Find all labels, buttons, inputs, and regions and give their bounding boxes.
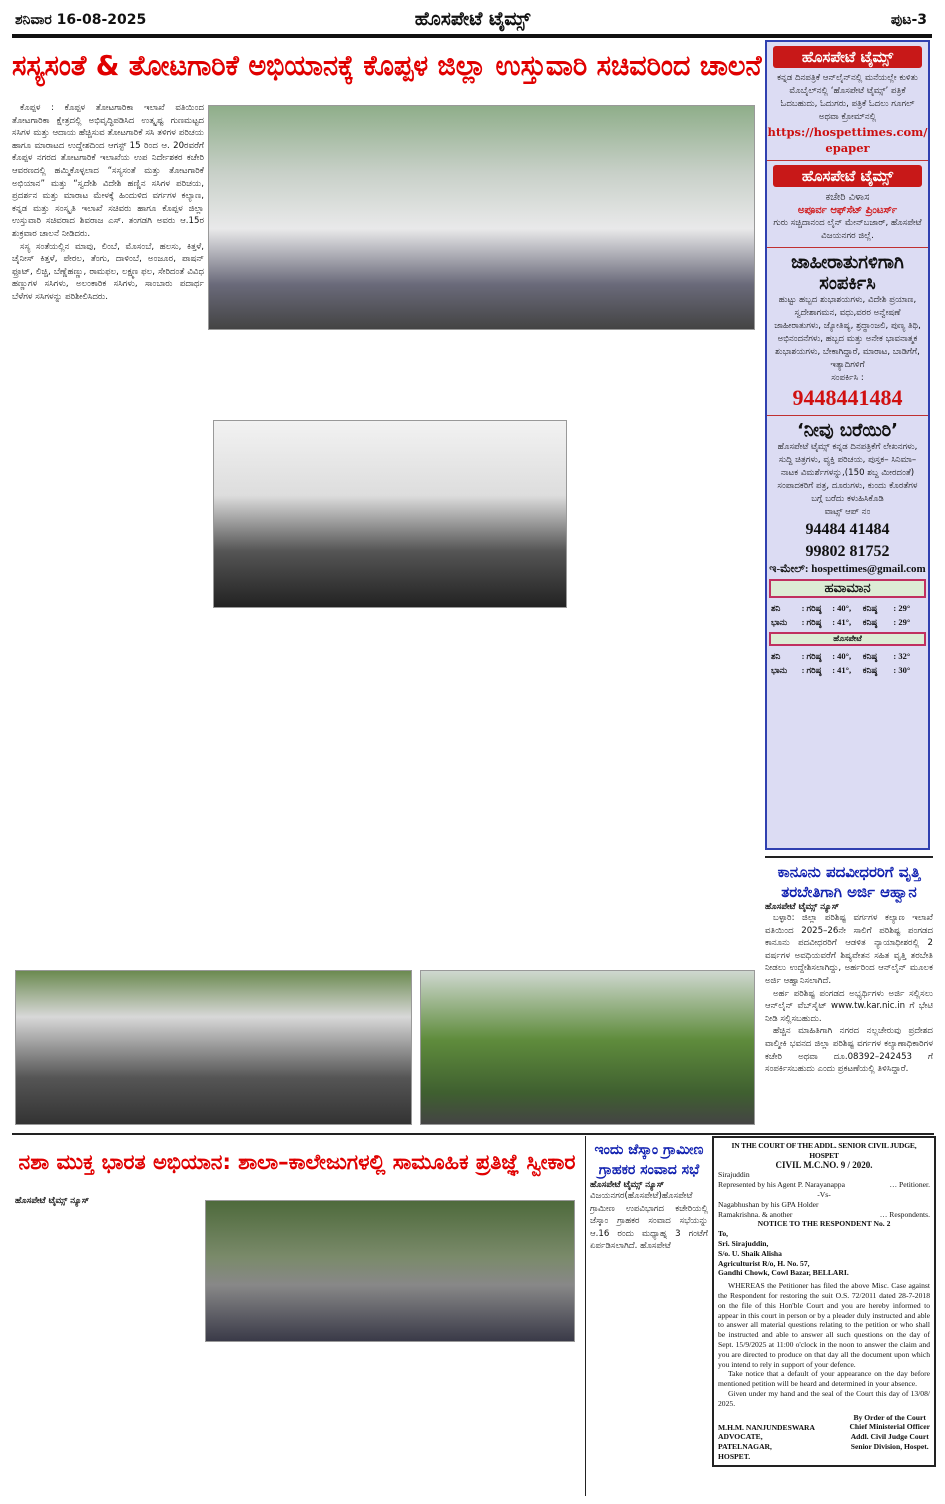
- versus: -Vs-: [817, 1189, 831, 1199]
- advocate-block: M.H.M. NANJUNDESWARA ADVOCATE, PATELNAGAR, HOSPET.: [718, 1422, 816, 1461]
- write-title: ‘ನೀವು ಬರೆಯಿರಿ’: [796, 420, 899, 441]
- paragraph: ಸಸ್ಯ ಸಂತೆಯಲ್ಲಿನ ಮಾವು, ಲಿಂಬೆ, ಮೊಸಂಬೆ, ಹಲಸು, ಕಿತ್ತಳೆ, ಚೈನೀಸ್ ಕಿತ್ತಳೆ, ಪೇರಲ, ತೆಂಗು, ದಾಳಿಂಬೆ, ಅಂಜೂರ, ಪಾಷನ್ ಫ್ರೂಟ್, ಲಿಚ್ಚಿ, ಬೆಣ್ಣೆಹಣ್ಣು, ರಾಮಫಲ, ಲಕ್ಷ್ಮಣ ಫಲ, ಸೇರಿದಂತೆ ವಿವಿಧ ಹಣ್ಣುಗಳ ಸಸಿಗಳು, ಅಲಂಕಾರಿಕ ಸಸಿಗಳು, ಸಾಂಬಾರು ಪದಾರ್ಥ ಬೆಳೆಗಳ ಸಸಿಗಳನ್ನು ಪರಿಶೀಲಿಸಿದರು.: [12, 241, 204, 302]
- petitioner-line: Represented by his Agent P. Narayanappa … Petitioner.: [718, 1180, 930, 1190]
- sidebar: [765, 40, 930, 850]
- ads-phone: 9448441484: [792, 385, 903, 410]
- weather-title: ಹವಾಮಾನ: [769, 579, 926, 598]
- ads-title: ಜಾಹೀರಾತುಗಳಿಗಾಗಿ: [791, 252, 904, 273]
- notice-body: WHEREAS the Petitioner has filed the above Misc. Case against the Respondent for restoring the suit O.S. 72/2011 dated 28-7-2018 on the file of this Hon'ble Court and you are hereby informed to appear in this court in person or by a pleader duly instructed and able to answer all material questions relating to the petition or who shall be instructed and able to answer all such questions on the day of Sept. 15/9/2025 at 11:00 o'clock in the noon to answer the claim and you are directed to produce on that day all the document upon which you intend to rely in support of your defence.: [718, 1281, 930, 1369]
- header-rule: [12, 34, 932, 38]
- divider: [765, 856, 933, 858]
- main-article-col-1: [12, 102, 204, 962]
- photo-plants: [420, 970, 755, 1125]
- ads-contact-label: ಸಂಪರ್ಕಿಸಿ :: [831, 373, 864, 383]
- phone-1: 94484 41484: [805, 521, 890, 538]
- weather-row: ಭಾನು : ಗರಿಷ್ಠ : 41°, ಕನಿಷ್ಠ : 30°: [771, 665, 911, 675]
- phone-2: 99802 81752: [805, 543, 890, 560]
- weather-row: ಶನಿ : ಗರಿಷ್ಠ : 40°, ಕನಿಷ್ಠ : 29°: [771, 603, 911, 613]
- paragraph: ಕೊಪ್ಪಳ : ಕೊಪ್ಪಳ ತೋಟಗಾರಿಕಾ ಇಲಾಖೆ ವತಿಯಿಂದ ತೋಟಗಾರಿಕಾ ಕ್ಷೇತ್ರದಲ್ಲಿ ಅಭಿವೃದ್ಧಿಪಡಿಸಿದ ಉತ್ಕೃಷ್ಟ ಗುಣಮಟ್ಟದ ಸಸಿಗಳ ಮತ್ತು ಆದಾಯ ಹೆಚ್ಚಿಸುವ ತೋಟಗಾರಿಕೆ ಸಸಿ ತಳಿಗಳ ಪರಿಚಯ ಹಾಗೂ ಮಾರಾಟದ ಉದ್ದೇಶದಿಂದ ಆಗಸ್ಟ್ 15 ರಿಂದ ಆ. 20ರವರೆಗೆ ಕೊಪ್ಪಳ ನಗರದ ತೋಟಗಾರಿಕೆ ಇಲಾಖೆಯ ಉಪ ನಿರ್ದೇಶಕರ ಕಚೇರಿ ಆವರಣದಲ್ಲಿ ಹಮ್ಮಿಕೊಳ್ಳಲಾದ “ಸಸ್ಯಸಂತೆ ಮತ್ತು ತೋಟಗಾರಿಕೆ ಅಭಿಯಾನ” ಮತ್ತು “ಸ್ವದೇಶಿ ವಿದೇಶಿ ಹಣ್ಣಿನ ಸಸಿಗಳ ಪರಿಚಯ, ಪ್ರದರ್ಶನ ಮತ್ತು ಮಾರಾಟ ಮೇಳಕ್ಕೆ ಹಿಂದುಳಿದ ವರ್ಗಗಳ ಕಲ್ಯಾಣ, ಕನ್ನಡ ಮತ್ತು ಸಂಸ್ಕೃತಿ ಇಲಾಖೆ ಸಚಿವರು ಹಾಗೂ ಕೊಪ್ಪಳ ಜಿಲ್ಲಾ ಉಸ್ತುವಾರಿ ಸಚಿವರಾದ ಶಿವರಾಜ ಎಸ್. ತಂಗಡಗಿ ಅವರು ಆ.15ರ ಶುಕ್ರವಾರ ಚಾಲನೆ ನೀಡಿದರು.: [12, 103, 204, 239]
- photo-exhibition: [213, 420, 567, 608]
- advocate-city: HOSPET.: [718, 1451, 751, 1461]
- divider: [767, 247, 928, 248]
- weather-city: ಹೊಸಪೇಟೆ: [769, 632, 926, 646]
- respondent: Nagabhushan by his GPA Holder: [718, 1199, 819, 1209]
- case-number: CIVIL M.C.NO. 9 / 2020.: [775, 1159, 873, 1170]
- brand-banner-2: ಹೊಸಪೇಟೆ ಟೈಮ್ಸ್: [773, 165, 922, 187]
- court-notice: [712, 1136, 936, 1467]
- brand-banner: ಹೊಸಪೇಟೆ ಟೈಮ್ಸ್: [773, 46, 922, 68]
- nasha-headline: ನಶಾ ಮುಕ್ತ ಭಾರತ ಅಭಿಯಾನ: ಶಾಲಾ–ಕಾಲೇಜುಗಳಲ್ಲಿ ಸಾಮೂಹಿಕ ಪ್ರತಿಜ್ಞೆ ಸ್ವೀಕಾರ: [18, 1150, 576, 1174]
- court-title: IN THE COURT OF THE ADDL. SENIOR CIVIL JUDGE, HOSPET: [731, 1141, 917, 1160]
- write-text: ಹೊಸಪೇಟೆ ಟೈಮ್ಸ್ ಕನ್ನಡ ದಿನಪತ್ರಿಕೆಗೆ ಲೇಖನಗಳು, ಸುದ್ದಿ ಚಿತ್ರಗಳು, ವ್ಯಕ್ತಿ ಪರಿಚಯ, ಪುಸ್ತಕ– ಸಿನಿಮಾ–ನಾಟಕ ವಿಮರ್ಶೆಗಳನ್ನು,(150 ಶಬ್ದ ಮೀರದಂತೆ) ಸಂಪಾದಕರಿಗೆ ಪತ್ರ, ದೂರುಗಳು, ಕುಂದು ಕೊರತೆಗಳ ಬಗ್ಗೆ ಬರೆದು ಕಳುಹಿಸಿಕೊಡಿ: [777, 442, 918, 504]
- photo-ribbon-cutting: [208, 105, 755, 330]
- office-address: ಗುರು ಸಚ್ಚಿದಾನಂದ ಲೈನ್ ಮೇನ್‌ಬಜಾರ್, ಹೊಸಪೇಟೆ ವಿಜಯನಗರ ಜಿಲ್ಲೆ.: [773, 218, 922, 241]
- office-label: ಕಚೇರಿ ವಿಳಾಸ: [825, 192, 870, 203]
- addressee: To, Sri. Sirajuddin, S/o. U. Shaik Alisha Agriculturist R/o, H. No. 57, Gandhi Chowk, Cowl Bazar, BELLARI.: [718, 1229, 849, 1278]
- whatsapp-label: ವಾಟ್ಸ್ ಆಪ್ ನಂ: [824, 507, 871, 517]
- jescom-body: ವಿಜಯನಗರ(ಹೊಸಪೇಟೆ)ಹೊಸಪೇಟೆ ಗ್ರಾಮೀಣ ಉಪವಿಭಾಗದ ಕಚೇರಿಯಲ್ಲಿ ಜೆಸ್ಕಾಂ ಗ್ರಾಹಕರ ಸಂವಾದ ಸಭೆಯನ್ನು ಆ.16 ರಂದು ಮಧ್ಯಾಹ್ನ 3 ಗಂಟೆಗೆ ಏರ್ಪಡಿಸಲಾಗಿದೆ. ಹೊಸಪೇಟೆ: [590, 1191, 708, 1252]
- notice-body: Given under my hand and the seal of the Court this day of 13/08/ 2025.: [718, 1388, 930, 1408]
- weather-row: ಭಾನು : ಗರಿಷ್ಠ : 41°, ಕನಿಷ್ಠ : 29°: [771, 617, 911, 627]
- notice-title: NOTICE TO THE RESPONDENT No. 2: [757, 1219, 891, 1229]
- ads-contact: ಸಂಪರ್ಕಿಸಿ: [819, 273, 876, 294]
- masthead: ಹೊಸಪೇಟೆ ಟೈಮ್ಸ್: [414, 8, 531, 30]
- signatures: [718, 1413, 930, 1462]
- printer-name: ಅಪೂರ್ವ ಆಫ್‌ಸೆಟ್ ಪ್ರಿಂಟರ್ಸ್: [797, 205, 898, 216]
- law-article: [765, 862, 933, 1130]
- epaper-text: ಕನ್ನಡ ದಿನಪತ್ರಿಕೆ ಆನ್‌ಲೈನ್‌ನಲ್ಲಿ ಮನೆಯಲ್ಲೇ ಕುಳಿತು ಮೊಬೈಲ್‌ನಲ್ಲಿ ‘ಹೊಸಪೇಟೆ ಟೈಮ್ಸ್’ ಪತ್ರಿಕೆ ಓದಬಹುದು, ಓದುಗರು, ಪತ್ರಿಕೆ ಓದಲು ಗೂಗಲ್ ಅಥವಾ ಕ್ರೋಮ್‌ನಲ್ಲಿ: [777, 73, 918, 122]
- law-body: ಬಳ್ಳಾರಿ: ಜಿಲ್ಲಾ ಪರಿಶಿಷ್ಟ ವರ್ಗಗಳ ಕಲ್ಯಾಣ ಇಲಾಖೆ ವತಿಯಿಂದ 2025–26ನೇ ಸಾಲಿಗೆ ಪರಿಶಿಷ್ಟ ಪಂಗಡದ ಕಾನೂನು ಪದವೀಧರರಿಗೆ ಆಡಳಿತ ನ್ಯಾಯಾಧೀಶರಲ್ಲಿ 2 ವರ್ಷಗಳ ಅವಧಿಯವರೆಗೆ ಶಿಷ್ಯವೇತನ ಸಹಿತ ವೃತ್ತಿ ತರಬೇತಿ ನೀಡಲು ಉದ್ದೇಶಿಸಲಾಗಿದ್ದು, ಅರ್ಹರಿಂದ ಆನ್‌ಲೈನ್ ಮೂಲಕ ಅರ್ಜಿ ಆಹ್ವಾನಿಸಲಾಗಿದೆ. ಅರ್ಹ ಪರಿಶಿಷ್ಟ ಪಂಗಡದ ಅಭ್ಯರ್ಥಿಗಳು ಅರ್ಜಿ ಸಲ್ಲಿಸಲು ಆನ್‌ಲೈನ್ ವೆಬ್‌ಸೈಟ್ www.tw.kar.nic.in ಗೆ ಭೇಟಿ ನೀಡಿ ಸಲ್ಲಿಸಬಹುದು. ಹೆಚ್ಚಿನ ಮಾಹಿತಿಗಾಗಿ ನಗರದ ನಲ್ಲಚೇರುವು ಪ್ರದೇಶದ ವಾಲ್ಮೀಕಿ ಭವನದ ಜಿಲ್ಲಾ ಪರಿಶಿಷ್ಟ ವರ್ಗಗಳ ಕಲ್ಯಾಣಾಧಿಕಾರಿಗಳ ಕಚೇರಿ ಅಥವಾ ದೂ.08392–242453 ಗೆ ಸಂಪರ್ಕಿಸಬಹುದು ಎಂದು ಪ್ರಕಟಣೆಯಲ್ಲಿ ತಿಳಿಸಿದ್ದಾರೆ.: [765, 913, 933, 1075]
- law-headline: ಕಾನೂನು ಪದವೀಧರರಿಗೆ ವೃತ್ತಿ ತರಬೇತಿಗಾಗಿ ಅರ್ಜಿ ಆಹ್ವಾನ: [777, 863, 921, 901]
- ads-text: ಹುಟ್ಟು ಹಬ್ಬದ ಶುಭಾಶಯಗಳು, ವಿದೇಶಿ ಪ್ರಯಾಣ, ಸ್ವದೇಶಾಗಮನ, ವಧು,ವರರ ಅನ್ವೇಷಣೆ ಜಾಹೀರಾತುಗಳು, ಜ್ಯೋತಿಷ್ಯ, ಶ್ರದ್ಧಾಂಜಲಿ, ಪುಣ್ಯ ತಿಥಿ, ಅಭಿನಂದನೆಗಳು, ಹಬ್ಬದ ಮತ್ತು ಅನೇಕ ಭಾವನಾತ್ಮಕ ಶುಭಾಶಯಗಳು, ಬೇಕಾಗಿದ್ದಾರೆ, ಮಾರಾಟ, ಬಾಡಿಗೆಗೆ, ಇತ್ಯಾದಿಗಳಿಗೆ: [774, 295, 921, 370]
- order-block: By Order of the Court Chief Ministerial Officer Addl. Civil Judge Court Senior Division, Hospet.: [849, 1412, 930, 1451]
- issue-date: ಶನಿವಾರ 16-08-2025: [15, 12, 147, 28]
- weather-row: ಶನಿ : ಗರಿಷ್ಠ : 40°, ಕನಿಷ್ಠ : 32°: [771, 651, 911, 661]
- photo-group: [15, 970, 412, 1125]
- main-article-col-2: [208, 335, 393, 415]
- epaper-link[interactable]: https://hospettimes.com/ epaper: [767, 125, 928, 155]
- column-divider: [585, 1136, 586, 1496]
- divider: [767, 415, 928, 416]
- petitioner: Sirajuddin: [718, 1170, 750, 1180]
- email: ಇ-ಮೇಲ್: hospettimes@gmail.com: [769, 563, 926, 575]
- main-headline: ಸಸ್ಯಸಂತೆ & ತೋಟಗಾರಿಕೆ ಅಭಿಯಾನಕ್ಕೆ ಕೊಪ್ಪಳ ಜಿಲ್ಲಾ ಉಸ್ತುವಾರಿ ಸಚಿವರಿಂದ ಚಾಲನೆ: [12, 49, 762, 82]
- page-number: ಪುಟ-3: [890, 12, 927, 28]
- byline: ಹೊಸಪೇಟೆ ಟೈಮ್ಸ್ ನ್ಯೂಸ್: [15, 1196, 90, 1206]
- section-rule: [12, 1133, 934, 1135]
- byline: ಹೊಸಪೇಟೆ ಟೈಮ್ಸ್ ನ್ಯೂಸ್: [765, 902, 840, 912]
- jescom-headline: ಇಂದು ಜೆಸ್ಕಾಂ ಗ್ರಾಮೀಣ ಗ್ರಾಹಕರ ಸಂವಾದ ಸಭೆ: [594, 1142, 704, 1178]
- respondent-line: Ramakrishna. & another … Respondents.: [718, 1209, 930, 1219]
- divider: [767, 160, 928, 161]
- jescom-article: [590, 1140, 708, 1495]
- byline: ಹೊಸಪೇಟೆ ಟೈಮ್ಸ್ ನ್ಯೂಸ್: [590, 1180, 665, 1190]
- photo-pledge: [205, 1200, 575, 1342]
- notice-body: Take notice that a default of your appearance on the day before mentioned petition will be heard and determined in your absence.: [718, 1369, 930, 1389]
